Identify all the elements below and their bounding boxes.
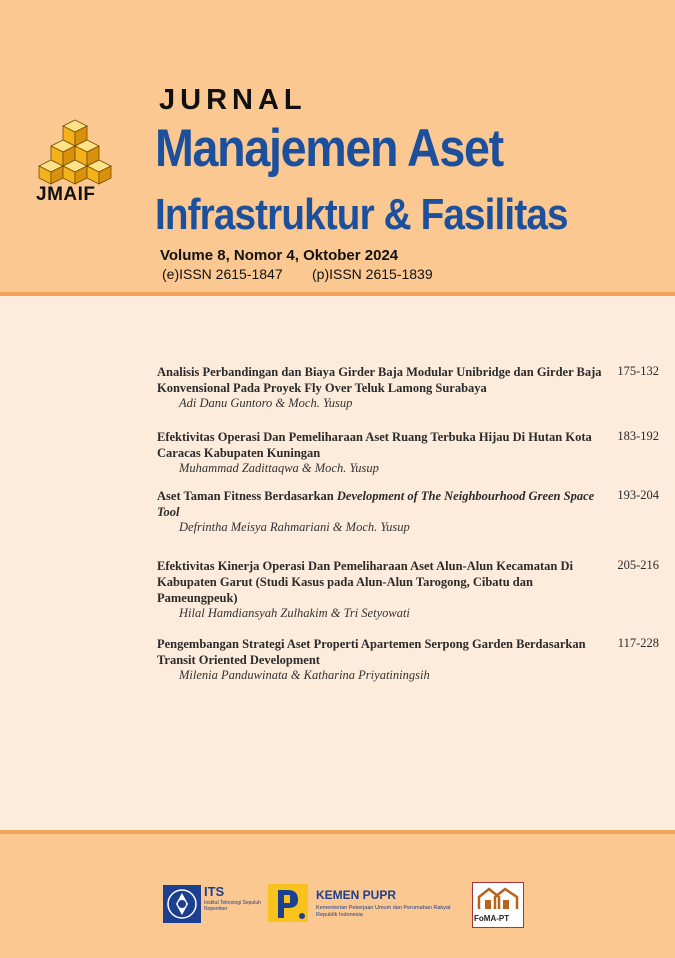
journal-label: JURNAL	[159, 84, 307, 116]
article-title[interactable]: Efektivitas Kinerja Operasi Dan Pemeliharaan Aset Alun-Alun Kecamatan Di Kabupaten Garut (Studi Kasus pada Alun-Alun Tarogong, Cibatu dan Pameungpeuk)	[157, 559, 573, 605]
article-title[interactable]: Pengembangan Strategi Aset Properti Apartemen Serpong Garden Berdasarkan Transit Oriented Development	[157, 637, 586, 667]
volume-info: Volume 8, Nomor 4, Oktober 2024	[160, 247, 399, 264]
article-authors: Muhammad Zadittaqwa & Moch. Yusup	[179, 461, 379, 475]
foma-name: FoMA-PT	[474, 914, 510, 923]
eissn: (e)ISSN 2615-1847	[162, 266, 283, 282]
article-entry[interactable]	[157, 364, 667, 411]
journal-title-line1: Manajemen Aset	[155, 119, 503, 178]
its-name: ITS	[204, 884, 225, 899]
article-pages: 205-216	[617, 558, 659, 572]
article-authors: Defrintha Meisya Rahmariani & Moch. Yusup	[179, 520, 410, 534]
jmaif-logo-text: JMAIF	[36, 184, 96, 205]
article-entry[interactable]	[157, 558, 667, 621]
its-emblem-icon	[162, 884, 202, 924]
article-entry[interactable]	[157, 429, 667, 476]
article-title-italic: Development of The Neighbourhood Green Space Tool	[157, 489, 595, 519]
foma-houses-icon	[473, 883, 523, 913]
journal-title-line2: Infrastruktur & Fasilitas	[155, 190, 568, 239]
article-title[interactable]: Efektivitas Operasi Dan Pemeliharaan Aset Ruang Terbuka Hijau Di Hutan Kota Caracas Kabupaten Kuningan	[157, 430, 592, 460]
pupr-name: KEMEN PUPR	[316, 888, 397, 902]
article-pages: 183-192	[617, 429, 659, 443]
article-authors: Hilal Hamdiansyah Zulhakim & Tri Setyowati	[179, 606, 410, 620]
pupr-subtitle: Kementerian Pekerjaan Umum dan Perumahan Rakyat Republik Indonesia	[316, 905, 451, 918]
article-pages: 175-132	[617, 364, 659, 378]
article-entry[interactable]	[157, 488, 667, 535]
pupr-emblem-icon	[266, 882, 310, 924]
article-authors: Adi Danu Guntoro & Moch. Yusup	[179, 396, 353, 410]
article-pages: 193-204	[617, 488, 659, 502]
article-title[interactable]	[157, 488, 612, 520]
article-title[interactable]: Analisis Perbandingan dan Biaya Girder Baja Modular Unibridge dan Girder Baja Konvensional Pada Proyek Fly Over Teluk Lamong Surabaya	[157, 365, 602, 395]
article-pages: 117-228	[617, 636, 659, 650]
article-entry[interactable]	[157, 636, 667, 683]
article-authors: Milenia Panduwinata & Katharina Priyatiningsih	[179, 668, 430, 682]
its-subtitle: Institut Teknologi Sepuluh Nopember	[204, 900, 261, 912]
article-title-plain: Aset Taman Fitness Berdasarkan	[157, 489, 337, 503]
pissn: (p)ISSN 2615-1839	[312, 266, 433, 282]
